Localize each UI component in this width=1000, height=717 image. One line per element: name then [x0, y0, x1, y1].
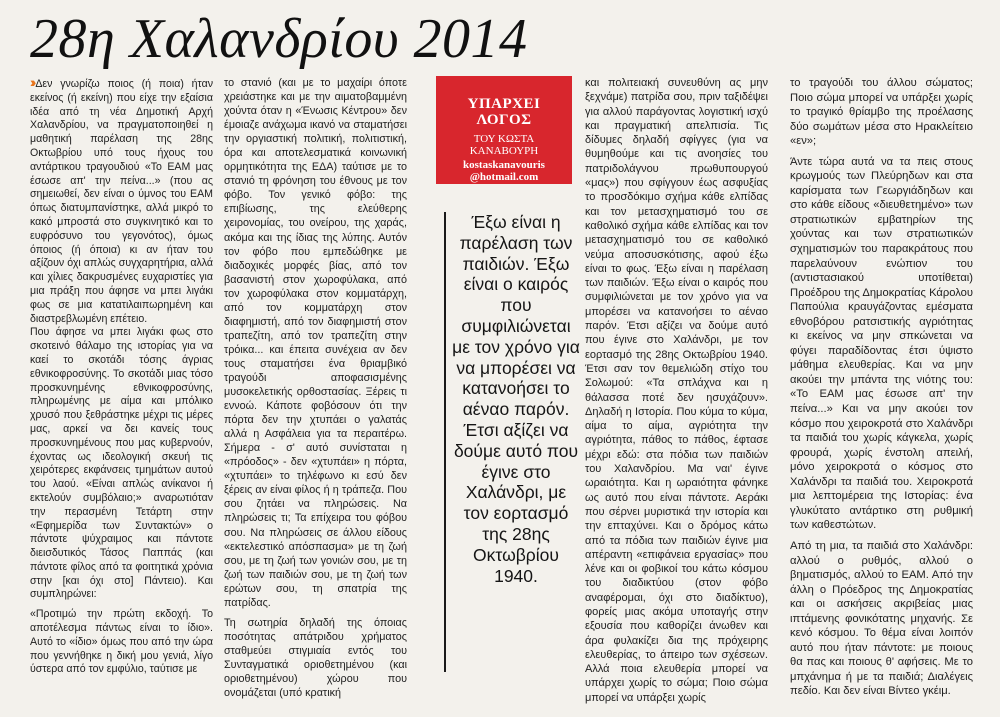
body-paragraph: «Προτιμώ την πρώτη εκδοχή. Το αποτέλεσμα πάντως είναι το ίδιο». Αυτό το «ίδιο» όμως που από την ώρα που γεννήθηκε η δική μου γενιά, λίγο ύστερα από τον εμφύλιο, ταύτισε με [30, 608, 213, 676]
body-paragraph: το στανιό (και με το μαχαίρι όποτε χρειάστηκε και με την αιματοβαμμένη χούντα όταν η «Ένωσις Κέντρου» δεν έμοιαζε ανάχωμα ικανό να σταματήσει την οργιαστική πολιτική, πολιτιστική, όρα και αποτελεσματικά κοινωνική ορμητικότητα της ΕΔΑ) ταύτισε με το στανιό τη φρόνηση του έθνους με τον φόβο. Τον γενικό φόβο: της επιβίωσης, της ελεύθερης χειρονομίας, του ονείρου, της χαράς, ακόμα και της ίδιας της λύπης. Αυτόν τον φόβο που εμπεδώθηκε με διαδοχικές μορφές βίας, από τον βασανιστή στον χωροφύλακα, από τον χωροφύλακα στον κομματάρχη, από τον κομματάρχη στον διαφημιστή, από τον διαφημιστή στον τραπεζίτη, από τον τραπεζίτη στην τρόικα... και έπειτα συνέχεια αν δεν τους σταματήσει ένα θριαμβικό τραγούδι αποφασισμένης μυσοκελετικής ορθοστασίας. Ξέρεις τι εννοώ. Κάποτε φοβόσουν ότι την πόρτα δεν την χτυπάει ο γαλατάς αλλά η Ασφάλεια για τα περαιτέρω. Σήμερα - σ' αυτό συνίσταται η «πρόοδος» - δεν «χτυπάει» η πόρτα, «χτυπάει» το τηλέφωνο κι εσύ δεν ξέρεις αν είναι φίλος ή η τράπεζα. Που σου ζητάει να πληρώσεις. Να πληρώσεις τι; Τα επίχειρα του φόβου σου. Να πληρώσεις σε άλλου είδους «εκτελεστικό απόσπασμα» με τη ζωή σου, με τη ζωή των γονιών σου, με τη ζωή των παιδιών σου, με τη ζωή των ερώτων σου, τη σπατρία της πατρίδας. [224, 77, 407, 609]
body-paragraph: και πολιτειακή συνευθύνη ας μην ξεχνάμε) πατρίδα σου, πριν ταξιδέψει για αλλού παράγοντας λογιστική ισχύ και πραγματική απελπισία. Τις δίδυμες δηλαδή σφίγγες (για να θυμηθούμε και τις ανοησίες του πατριδολάγνου πρωθυπουργού «μας») που σφίγγουν έως ασφυξίας το προσδόκιμο σχήμα κάθε ελπίδας και τον μετασχηματισμό του σε καθολικό σχήμα κάθε ελπίδας και τον μετασχηματισμό του σε καθολικό νεύμα αποσυσκότισης, αφού έξω είναι το φως. Έξω είναι η παρέλαση των παιδιών. Έξω είναι ο καιρός που συμφιλιώνεται με τον χρόνο για να μπορέσει να κατανοήσει το αέναο παρόν. Έτσι αξίζει να δούμε αυτό που έγινε στο Χαλάνδρι, με τον εορτασμό της 28ης Οκτωβρίου 1940. Έτσι σαν τον θεμελιώδη στίχο του Σολωμού: «Τα σπλάχνα και η θάλασσα ποτέ δεν ησυχάζουν». Δηλαδή η Ιστορία. Που κύμα το κύμα, αίμα το αίμα, αγριότητα την αγριότητα, πάθος το πάθος, έφτασε μέχρι εδώ: στα πόδια των παιδιών του Χαλανδρίου. Μα ναι' έγινε ωραιότητα. Και η ωραιότητα φάνηκε ως αυτό που είναι πάντοτε. Αεράκι που σέρνει μυριστικά την ιστορία και την επταχύνει. Και ο δρόμος κάτω από τα πόδια των παιδιών έγινε μια απέραντη «επιφάνεια εργασίας» που λένε και οι φοβικοί του κάτω κόσμου του διαδικτύου (στον φόβο αναφέρομαι, όχι στο διαδίκτυο), φορείς μιας ακόμα υποταγής στην εξουσία που καθορίζει άνωθεν και άρα φυλακίζει δια της πρόχειρης ελευθερίας, το άπειρο των σχέσεων. Αλλά ποια ελευθερία μπορεί να υπάρχει χωρίς το σώμα; Ποιο σώμα μπορεί να υπάρξει χωρίς [585, 77, 768, 704]
article-column-4 [790, 76, 973, 699]
body-paragraph: Άντε τώρα αυτά να τα πεις στους κρωγμούς των Πλεύρηδων και στα καρίσματα των Γεωργιάδηδων και στο κάθε είδους «διευθετημένο» των στρατιωτικών εμβατηρίων της χούντας και των στρατιωτικών σχηματισμών του παρακράτους που παρελαύνουν ενώπιον του (αντιστασιακού υποτίθεται) Προέδρου της Δημοκρατίας Κάρολου Παπούλια κραυγάζοντας εμέσματα εθνοβόρου ρατσιστικής αγριότητας κι εκείνος να μην σπκώνεται να φύγει παραδίδοντας έτσι ύψιστο μάθημα ελευθερίας. Και να μην ακούει την μπάντα της νιότης του: «Το ΕΑΜ μας έσωσε απ' την πείνα...» Και να μην ακούει τον κόσμο που χειροκροτά στο Χαλάνδρι τα παιδιά του χωρίς κάγκελα, χωρίς φρουρά, χωρίς ένστολη απειλή, μόνο χειροκροτά ο κόσμος στο Χαλάνδρι τα παιδιά του. Χειροκροτά μια λεπτομέρεια της Ιστορίας: ένα γλυκύτατο αντάρτικο στη ρυθμική των καθεστώτων. [790, 155, 973, 532]
author-byline: ΤΟΥ ΚΩΣΤΑ ΚΑΝΑΒΟΥΡΗ [469, 133, 539, 157]
double-chevron-icon: ›› [30, 74, 34, 90]
body-paragraph: Από τη μια, τα παιδιά στο Χαλάνδρι: αλλού ο ρυθμός, αλλού ο βηματισμός, αλλού το ΕΑΜ. Από την άλλη ο Πρόεδρος της Δημοκρατίας και οι ασκήσεις ακριβείας μιας ιπτάμενης φονικότατης μηχανής. Σε κενό κόσμου. Το θέμα είναι λοιπόν αυτό που ήταν πάντοτε: με ποιους θα πας και ποιους θ' αφήσεις. Με το μπχάνημα ή με τα παιδιά; Διαλέγεις πεδίο. Και δεν είναι Βίντεο γκέιμ. [790, 539, 973, 698]
body-paragraph: Τη σωτηρία δηλαδή της όποιας ποσότητας απάτριδου χρήματος σταθμεύει στιγμιαία εντός του Συνταγματικά οριοθετημένου (και οριοθετημένου) χώρου που ονομάζεται (υπό κρατική [224, 616, 407, 700]
author-email: kostaskanavouris @hotmail.com [463, 159, 545, 183]
column-header-box [436, 76, 572, 184]
column-name: ΥΠΑΡΧΕΙ ΛΟΓΟΣ [467, 96, 541, 128]
pull-quote: Έξω είναι η παρέλαση των παιδιών. Έξω είναι ο καιρός που συμφιλιώνεται με τον χρόνο για να μπορέσει να κατανοήσει το αέναο παρόν. Έτσι αξίζει να δούμε αυτό που έγινε στο Χαλάνδρι, με τον εορτασμό της 28ης Οκτωβρίου 1940. [444, 212, 580, 672]
lead-paragraph: ›› Δεν γνωρίζω ποιος (ή ποια) ήταν εκείνος (ή εκείνη) που είχε την εξαίσια ιδέα από τη νέα Δημοτική Αρχή Χαλανδρίου, να πραγματοποιηθεί η μαθητική παρέλαση της 28ης Οκτωβρίου υπό τους ήχους του αντάρτικου τραγουδιού «Το ΕΑΜ μας έσωσε απ' την πείνα...» (που ας σημειωθεί, δεν είναι ο ύμνος του ΕΑΜ όπως διατυμπανίστηκε, αλλά μικρό το κακό μπροστά στο συγκινητικό και το ευφρόσυνο του γεγονότος), όμως όποιος (ή όποια) κι αν ήταν του αξίζουν όχι απλώς συγχαρητήρια, αλλά και χίλιες δακρυσμένες ευχαριστίες για μια πράξη που άφησε να μπει λιγάκι φως σε μια κατατιλαιπωρημένη και διαστρεβλωμένη επέτειο. [30, 74, 213, 325]
article-column-1 [30, 76, 213, 677]
body-paragraph: το τραγούδι του άλλου σώματος; Ποιο σώμα μπορεί να υπάρξει χωρίς το τραγικό θρίαμβο της προέλασης δύο σωμάτων μέσα στο Ηρακλείτειο «εν»; [790, 77, 973, 148]
body-paragraph: Που άφησε να μπει λιγάκι φως στο σκοτεινό θάλαμο της ιστορίας για να καεί το σκοτάδι τόσης άγριας εθνικοφροσύνης. Το σκοτάδι μιας τόσο προσκυνημένης εθνικοφροσύνης, πληρωμένης με αίμα και μπόλικο χρυσό που ξεθράστηκε μέχρι τις μέρες μας, αρκεί να δει κανείς τους προσκυνημένους που μας κυβερνούν, έχοντας ως ιδεολογική σκευή τις χειρότερες εκφάνσεις τμημάτων αυτού του λαού. «Είναι απλώς ανίκανοι ή εκτελούν συμβόλαιο;» αναρωτιόταν την περασμένη Τετάρτη στην «Εφημερίδα των Συντακτών» ο πάντοτε ψύχραιμος και πάντοτε διεισδυτικός Τάσος Παππάς (και πάντοτε φίλος από τα φοιτητικά χρόνια στην [και όχι στο] Πάντειο). Και συμπληρώνει: [30, 326, 213, 601]
article-column-2 [224, 76, 407, 700]
article-column-3 [585, 76, 768, 705]
page-title: 28η Χαλανδρίου 2014 [30, 8, 528, 70]
